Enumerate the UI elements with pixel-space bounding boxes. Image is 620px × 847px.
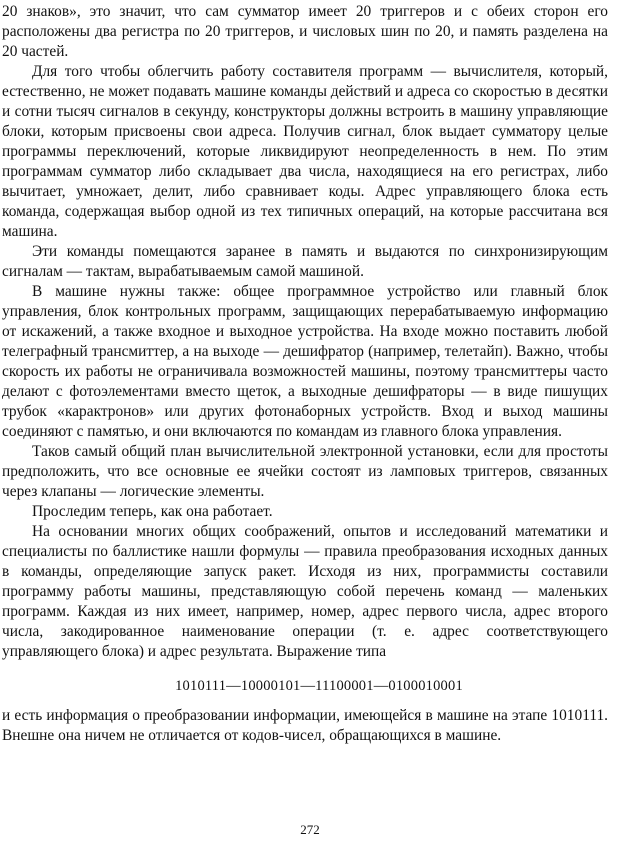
binary-code-formula: 1010111—10000101—11100001—0100010001	[175, 678, 463, 694]
paragraph-3: Эти команды помещаются заранее в память и выдаются по синхронизирующим сигналам — тактам, вырабатываемым самой машиной.	[2, 243, 608, 280]
closing-paragraph: и есть информация о преобразовании информации, имеющейся в машине на этапе 1010111. Внешне она ничем не отличается от кодов-чисел, обращающихся в машине.	[2, 707, 608, 744]
paragraph-6: Проследим теперь, как она работает.	[32, 503, 273, 520]
paragraph-1: 20 знаков», это значит, что сам сумматор имеет 20 триггеров и с обеих сторон его расположены два регистра по 20 триггеров, и числовых шин по 20, и память разделена на 20 частей.	[2, 3, 608, 60]
paragraph-5: Таков самый общий план вычислительной электронной установки, если для простоты предположить, что все основные ее ячейки состоят из ламповых триггеров, связанных через клапаны — логические элементы.	[2, 443, 608, 500]
paragraph-7: На основании многих общих соображений, опытов и исследований математики и специалисты по баллистике нашли формулы — правила преобразования исходных данных в команды, определяющие запуск ракет. Исходя из них, программисты составили программу работы машины, представляющую собой перечень команд — маленьких программ. Каждая из них имеет, например, номер, адрес первого числа, адрес второго числа, закодированное наименование операции (т. е. адрес соответствующего управляющего блока) и адрес результата. Выражение типа	[2, 523, 608, 660]
page-number: 272	[300, 822, 320, 837]
text-body	[2, 2, 608, 746]
paragraph-2: Для того чтобы облегчить работу составителя программ — вычислителя, который, естественно, не может подавать машине команды действий и адреса со скоростью в десятки и сотни тысяч сигналов в секунду, конструкторы должны встроить в машину управляющие блоки, которым присвоены свои адреса. Получив сигнал, блок выдает сумматору целые программы переключений, которые ликвидируют неопределенность в нем. По этим программам сумматор либо складывает два числа, находящиеся на его регистрах, либо вычитает, умножает, делит, либо сравнивает коды. Адрес управляющего блока есть команда, содержащая выбор одной из тех типичных операций, на которые рассчитана вся машина.	[2, 63, 608, 240]
paragraph-4: В машине нужны также: общее программное устройство или главный блок управления, блок контрольных программ, защищающих перерабатываемую информацию от искажений, а также входное и выходное устройства. На входе можно поставить любой телеграфный трансмиттер, а на выходе — дешифратор (например, телетайп). Важно, чтобы скорость их работы не ограничивала возможностей машины, поэтому трансмиттеры часто делают с фотоэлементами вместо щеток, а выходные дешифраторы — в виде пишущих трубок «карактронов» или других фотонаборных устройств. Вход и выход машины соединяют с памятью, и они включаются по командам из главного блока управления.	[2, 283, 608, 440]
